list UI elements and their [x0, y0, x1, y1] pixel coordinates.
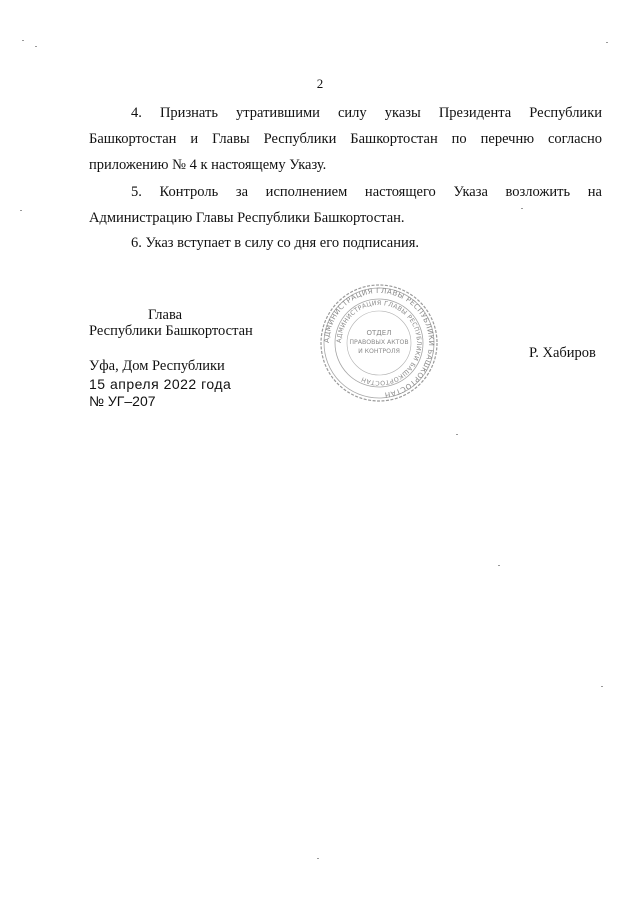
signatory-title-line1: Глава — [148, 307, 183, 323]
official-seal — [318, 282, 440, 404]
scan-speck — [601, 686, 603, 687]
signatory-title-line2: Республики Башкортостан — [89, 323, 253, 339]
decree-number: № УГ–207 — [89, 393, 156, 409]
scan-speck — [317, 858, 319, 859]
seal-center-line3: И КОНТРОЛЯ — [358, 348, 400, 355]
scan-speck — [498, 565, 500, 566]
paragraph-item-4: 4. Признать утратившими силу указы Президента Республики Башкортостан и Главы Республики Башкортостан по перечню согласно приложению № 4 к настоящему Указу. — [89, 105, 602, 173]
seal-center-line2: ПРАВОВЫХ АКТОВ — [349, 339, 409, 346]
seal-inner-textpath: АДМИНИСТРАЦИЯ ГЛАВЫ РЕСПУБЛИКИ БАШКОРТОСТАН — [335, 299, 423, 387]
seal-stamp-icon — [318, 282, 440, 404]
paragraph-item-5: 5. Контроль за исполнением настоящего Указа возложить на Администрацию Главы Республики Башкортостан. — [89, 184, 602, 226]
scan-speck — [20, 210, 22, 211]
seal-center-line1: ОТДЕЛ — [366, 329, 392, 337]
signatory-name: Р. Хабиров — [529, 345, 596, 361]
scan-speck — [521, 208, 523, 209]
page-number: 2 — [316, 76, 324, 91]
scan-speck — [22, 40, 24, 41]
seal-outer-textpath: АДМИНИСТРАЦИЯ ГЛАВЫ РЕСПУБЛИКИ БАШКОРТОСТАН — [321, 285, 437, 400]
decree-date: 15 апреля 2022 года — [89, 376, 232, 392]
paragraph-item-6: 6. Указ вступает в силу со дня его подписания. — [131, 235, 420, 251]
place-of-signing: Уфа, Дом Республики — [89, 358, 225, 374]
scan-speck — [456, 434, 458, 435]
scan-speck — [35, 46, 37, 47]
scan-speck — [606, 42, 608, 43]
